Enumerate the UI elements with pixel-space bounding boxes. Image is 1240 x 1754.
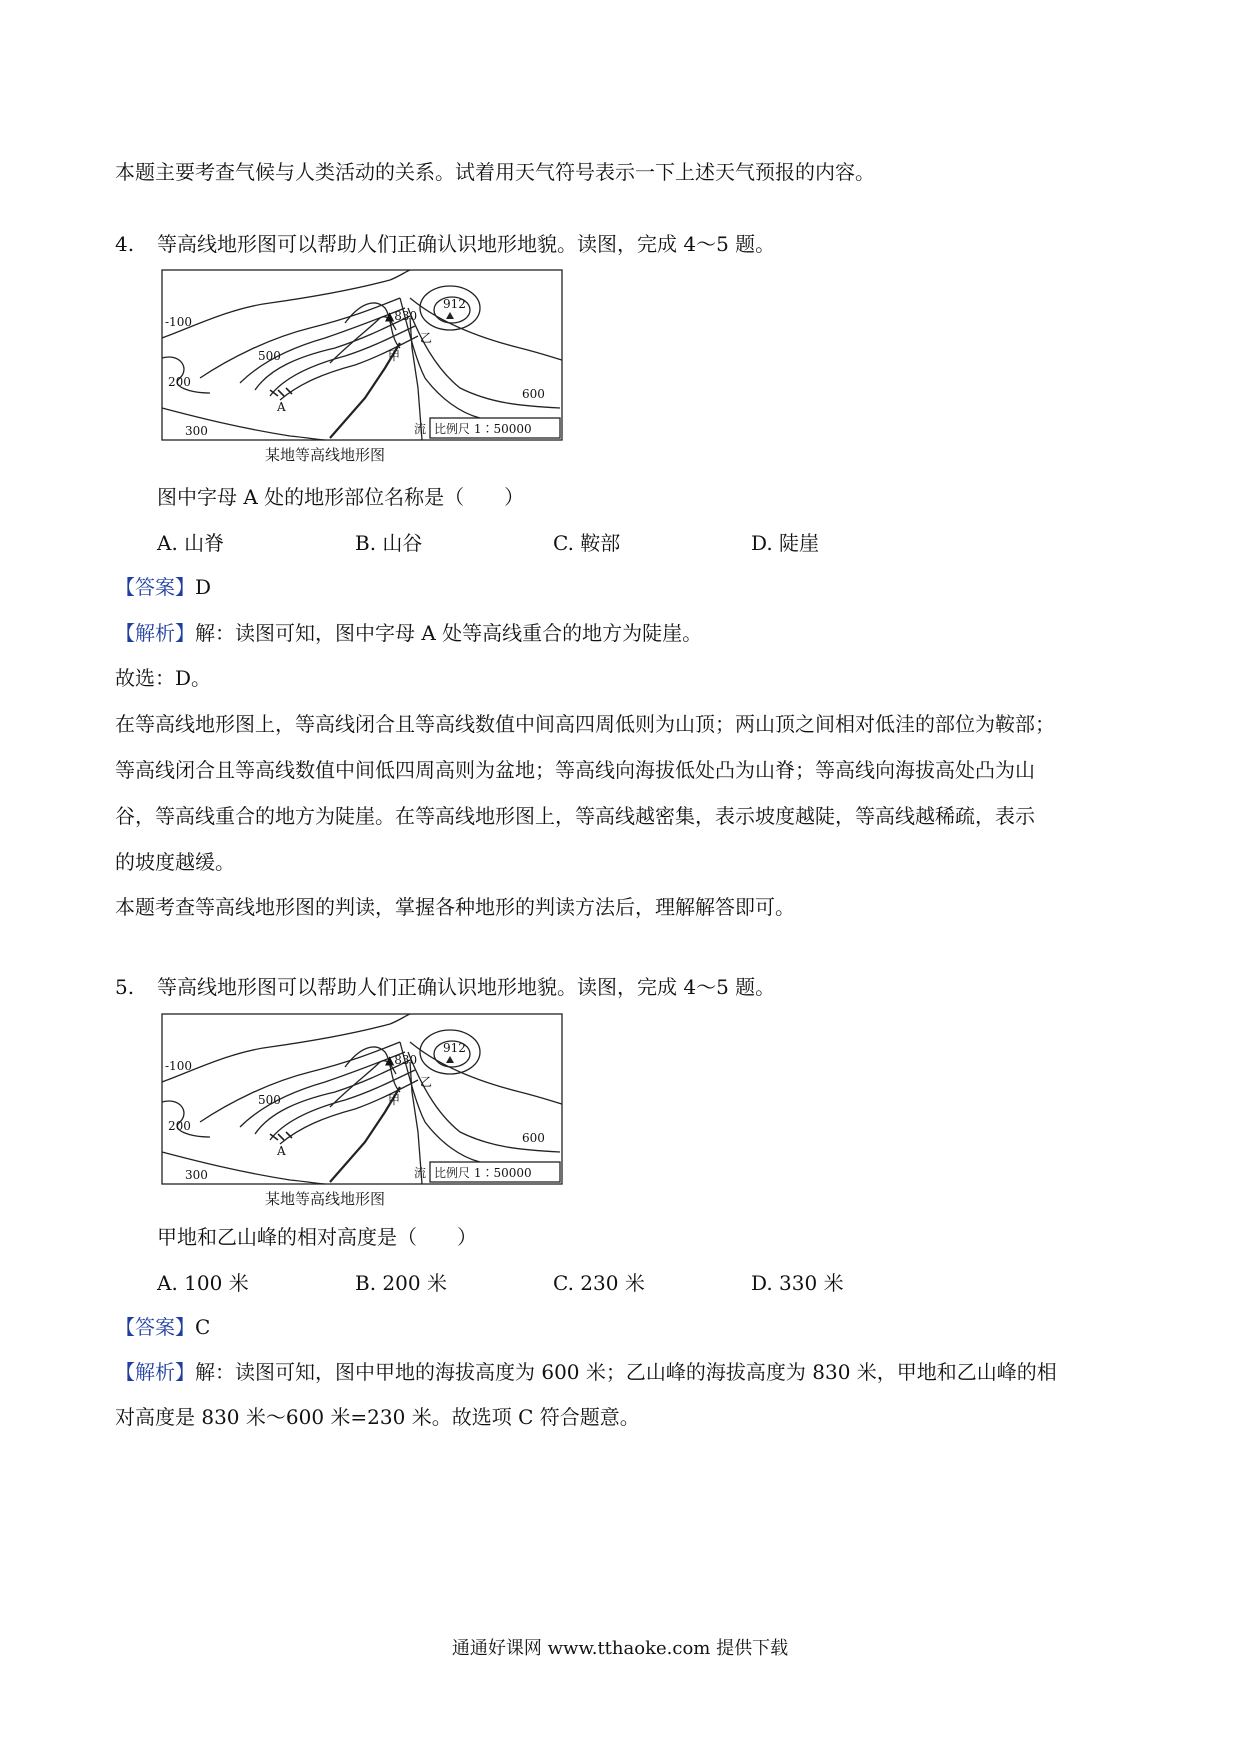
label-300: 300	[185, 1168, 208, 1182]
label-jia: 甲	[388, 349, 401, 363]
label-jia: 甲	[388, 1093, 401, 1107]
explain-line: 等高线闭合且等高线数值中间低四周高则为盆地；等高线向海拔低处凸为山脊；等高线向海拔高处凸为山	[115, 758, 1035, 782]
label-liu: 流	[414, 1166, 427, 1180]
option-c: C. 鞍部	[553, 531, 621, 555]
label-liu: 流	[414, 422, 427, 436]
analysis-text-cont: 对高度是 830 米～600 米=230 米。故选项 C 符合题意。	[115, 1405, 640, 1429]
explain-line: 的坡度越缓。	[115, 850, 235, 874]
label-300: 300	[185, 424, 208, 438]
label-peak-830: ▲830	[385, 1053, 418, 1067]
question-number: 5.	[115, 975, 135, 999]
label-600: 600	[522, 387, 545, 401]
option-a: A. 山脊	[157, 531, 225, 555]
explain-line: 在等高线地形图上，等高线闭合且等高线数值中间高四周低则为山顶；两山顶之间相对低洼的部位为鞍部；	[115, 712, 1055, 736]
label-minus100: -100	[165, 315, 192, 329]
question-text: 甲地和乙山峰的相对高度是（ ）	[157, 1225, 477, 1249]
analysis-line	[115, 1358, 1057, 1386]
answer-label: 【答案】	[115, 575, 195, 599]
label-200: 200	[168, 375, 191, 389]
option-b: B. 山谷	[355, 531, 423, 555]
question-text: 图中字母 A 处的地形部位名称是（ ）	[157, 485, 525, 509]
answer-line	[115, 573, 211, 601]
contour-map	[160, 1012, 565, 1207]
option-a: A. 100 米	[157, 1271, 249, 1295]
answer-value: D	[195, 575, 212, 599]
question-stem: 等高线地形图可以帮助人们正确认识地形地貌。读图，完成 4～5 题。	[157, 975, 776, 999]
explain-line: 谷，等高线重合的地方为陡崖。在等高线地形图上，等高线越密集，表示坡度越陡，等高线越稀疏，表示	[115, 804, 1035, 828]
analysis-text: 解：读图可知，图中甲地的海拔高度为 600 米；乙山峰的海拔高度为 830 米，甲地和乙山峰的相	[195, 1360, 1057, 1384]
label-peak-830: ▲830	[385, 309, 418, 323]
intro-text: 本题主要考查气候与人类活动的关系。试着用天气符号表示一下上述天气预报的内容。	[115, 160, 875, 184]
answer-label: 【答案】	[115, 1315, 195, 1339]
analysis-label: 【解析】	[115, 621, 195, 645]
option-d: D. 330 米	[751, 1271, 844, 1295]
option-c: C. 230 米	[553, 1271, 645, 1295]
answer-value: C	[195, 1315, 211, 1339]
label-peak-912: 912	[443, 297, 466, 311]
answer-line	[115, 1313, 210, 1341]
option-b: B. 200 米	[355, 1271, 447, 1295]
map-caption: 某地等高线地形图	[265, 446, 386, 463]
contour-map	[160, 268, 565, 463]
label-500: 500	[258, 1093, 281, 1107]
label-A: A	[277, 1144, 286, 1158]
analysis-label: 【解析】	[115, 1360, 195, 1384]
page-footer: 通通好课网 www.tthaoke.com 提供下载	[451, 1638, 789, 1659]
option-d: D. 陡崖	[751, 531, 820, 555]
analysis-line	[115, 619, 702, 647]
map-scale: 比例尺 1∶50000	[434, 1166, 532, 1180]
map-scale: 比例尺 1∶50000	[434, 422, 532, 436]
analysis-text: 解：读图可知，图中字母 A 处等高线重合的地方为陡崖。	[195, 621, 703, 645]
label-peak-912: 912	[443, 1041, 466, 1055]
summary-text: 本题考查等高线地形图的判读，掌握各种地形的判读方法后，理解解答即可。	[115, 895, 795, 919]
label-200: 200	[168, 1119, 191, 1133]
map-caption: 某地等高线地形图	[265, 1190, 386, 1207]
label-yi: 乙	[420, 1075, 433, 1089]
question-number: 4.	[115, 232, 135, 256]
label-A: A	[277, 400, 286, 414]
question-stem: 等高线地形图可以帮助人们正确认识地形地貌。读图，完成 4～5 题。	[157, 232, 776, 256]
label-500: 500	[258, 349, 281, 363]
label-600: 600	[522, 1131, 545, 1145]
choose-text: 故选：D。	[115, 666, 212, 690]
label-minus100: -100	[165, 1059, 192, 1073]
label-yi: 乙	[420, 331, 433, 345]
